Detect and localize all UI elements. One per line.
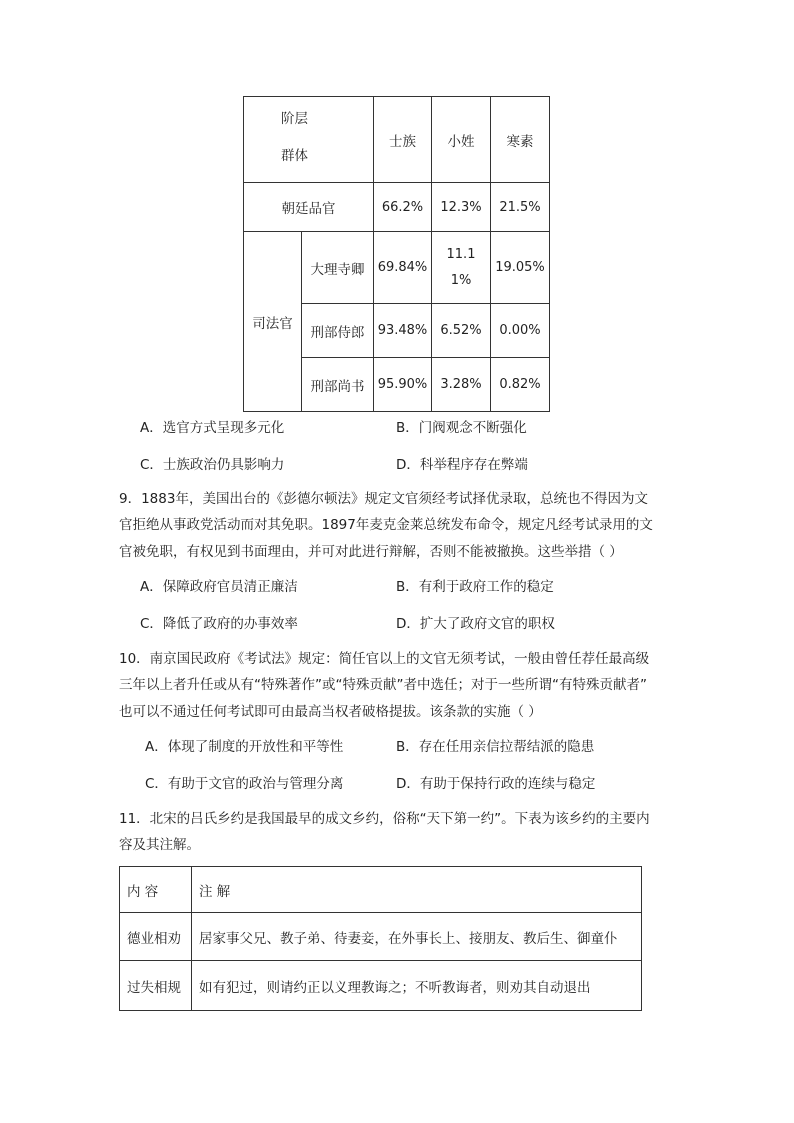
- table-cell: 11.11%: [432, 232, 491, 304]
- q10-option-d: D．有助于保持行政的连续与稳定: [396, 776, 596, 792]
- officials-class-table: [243, 96, 550, 412]
- table-cell: 3.28%: [432, 358, 491, 412]
- table-row: [120, 913, 642, 961]
- col-header: 注 解: [192, 867, 642, 913]
- q8-option-c: C．士族政治仍具影响力: [140, 457, 285, 473]
- q11-stem: [119, 806, 679, 859]
- q10-stem: [119, 646, 679, 725]
- q9-option-b: B．有利于政府工作的稳定: [396, 579, 554, 595]
- q10-line: 也可以不通过任何考试即可由最高当权者破格提拔。该条款的实施（ ）: [119, 703, 542, 720]
- q9-line: 官被免职，有权见到书面理由，并可对此进行辩解，否则不能被撤换。这些举措（ ）: [119, 543, 623, 560]
- table-row: [244, 232, 550, 304]
- q11-line: 容及其注解。: [119, 837, 200, 854]
- q10-line: 三年以上者升任或从有“特殊著作”或“特殊贡献”者中选任；对于一些所谓“有特殊贡献者”: [119, 677, 647, 694]
- table-row: [244, 183, 550, 232]
- q8-option-d: D．科举程序存在弊端: [396, 457, 528, 473]
- table-cell: 19.05%: [491, 232, 550, 304]
- row-label: 德业相劝: [120, 913, 192, 961]
- table-cell: 69.84%: [374, 232, 432, 304]
- q9-stem: [119, 486, 679, 565]
- table-cell: 21.5%: [491, 183, 550, 232]
- table-cell: 如有犯过，则请约正以义理教诲之；不听教诲者，则劝其自动退出: [192, 961, 642, 1011]
- table-cell: 6.52%: [432, 304, 491, 358]
- q9-option-c: C．降低了政府的办事效率: [140, 616, 298, 632]
- q10-option-c: C．有助于文官的政治与管理分离: [145, 776, 344, 792]
- table-header-diagonal: [244, 97, 374, 183]
- q10-line: 10．南京国民政府《考试法》规定：简任官以上的文官无须考试，一般由曾任荐任最高级: [119, 651, 650, 667]
- q9-line: 9．1883年，美国出台的《彭德尔顿法》规定文官须经考试择优录取，总统也不得因为文: [119, 491, 648, 507]
- table-cell: 0.82%: [491, 358, 550, 412]
- col-header: 士族: [374, 97, 432, 183]
- q10-option-a: A．体现了制度的开放性和平等性: [145, 739, 344, 755]
- q10-option-b: B．存在任用亲信拉帮结派的隐患: [396, 739, 595, 755]
- table-cell: 93.48%: [374, 304, 432, 358]
- q9-option-d: D．扩大了政府文官的职权: [396, 616, 555, 632]
- table-cell: 居家事父兄、教子弟、待妻妾，在外事长上、接朋友、教后生、御童仆: [192, 913, 642, 961]
- row-label: 过失相规: [120, 961, 192, 1011]
- q9-line: 官拒绝从事政党活动而对其免职。1897年麦克金莱总统发布命令，规定凡经考试录用的文: [119, 517, 653, 534]
- header-bottom-label: 群体: [281, 148, 308, 164]
- row-label: 刑部侍郎: [302, 304, 374, 358]
- table-cell: 66.2%: [374, 183, 432, 232]
- row-label: 刑部尚书: [302, 358, 374, 412]
- q8-option-a: A．选官方式呈现多元化: [140, 420, 285, 436]
- table-row: [120, 961, 642, 1011]
- q8-option-b: B．门阀观念不断强化: [396, 420, 527, 436]
- table-cell: 12.3%: [432, 183, 491, 232]
- table-cell: 95.90%: [374, 358, 432, 412]
- row-label: 大理寺卿: [302, 232, 374, 304]
- xiangyue-table: [119, 866, 642, 1011]
- group-label: 司法官: [244, 232, 302, 412]
- table-cell: 0.00%: [491, 304, 550, 358]
- col-header: 小姓: [432, 97, 491, 183]
- header-top-label: 阶层: [281, 111, 308, 127]
- row-label: 朝廷品官: [244, 183, 374, 232]
- col-header: 内 容: [120, 867, 192, 913]
- q9-option-a: A．保障政府官员清正廉洁: [140, 579, 298, 595]
- col-header: 寒素: [491, 97, 550, 183]
- q11-line: 11．北宋的吕氏乡约是我国最早的成文乡约，俗称“天下第一约”。下表为该乡约的主要内: [119, 811, 650, 827]
